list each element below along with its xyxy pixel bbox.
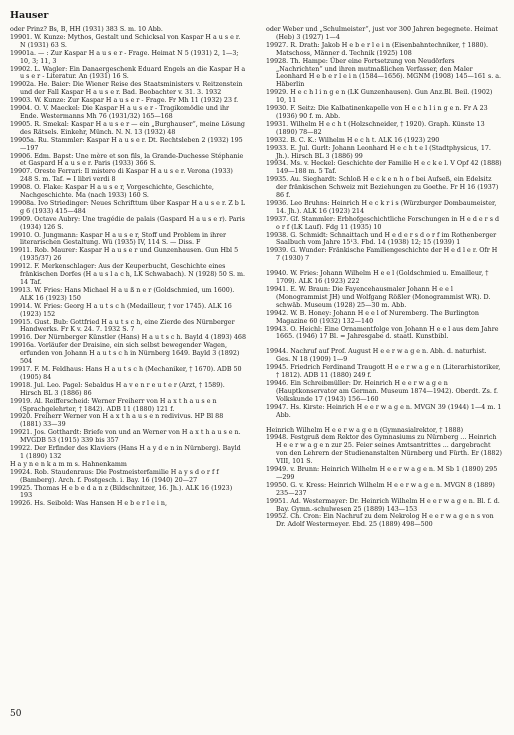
bibliography-entry: 19916a. Vorläufer der Draisine, ein sich selbst bewegender Wagen, erfunden von Johann H a u t s c h in Nürnberg 1649. Bayld 3 (1892) 504 (10, 342, 240, 366)
bibliography-entry: 19950. G. v. Kress: Heinrich Wilhelm H e e r w a g e n. MVGN 8 (1889) 235—237 (266, 481, 495, 497)
bibliography-entry: 19916. Der Nürnberger Künstler (Hans) H a u t s c h. Bayld 4 (1893) 468 (10, 334, 246, 342)
bibliography-entry: H a y n e n k a m m s. Hahnenkamm (10, 460, 127, 468)
bibliography-entry: 19910. O. Jungmann: Kaspar H a u s e r, Stoff und Problem in ihrer literarischen Gestaltung. Wü (1935) IV, 114 S. — Diss. F (10, 231, 227, 247)
bibliography-entry: 19941. E. W. Braun: Die Fayencehausmaler Johann H e e l (Monogrammist JH) und Wolfgang Rößler (Monogrammist WR). D. schwäb. Museum (1928) 25—30 m. Abb. (266, 286, 491, 309)
bibliography-entry: 19925. Thomas H e b e d a n z (Bildschnitzer, 16. Jh.). ALK 16 (1923) 193 (10, 484, 233, 500)
bibliography-entry: oder Weber und „Schulmeister“, just vor 300 Jahren begegnete. Heimat (Heb) 3 (1927) 1—4 (266, 26, 498, 41)
bibliography-entry: 19912. F. Merkenschlager: Aus der Keuperbucht, Geschichte eines fränkischen Dorfes (H a u s l a c h, LK Schwabach). N (1928) 50 S. m. 14 Taf. (10, 263, 246, 286)
bibliography-entry: 19936. Leo Bruhns: Heinrich H e c k r i s (Würzburger Dombaumeister, 14. Jh.). ALK 16 (1923) 214 (266, 199, 497, 215)
bibliography-entry: 19928. Th. Hampe: Über eine Fortsetzung von Neudörfers „Nachrichten“ und ihren mutmaßlichen Verfasser, den Maler Leonhard H e b e r l e i n (1584—1656). MGNM (1908) 145—161 s. a. Häberlin (266, 57, 502, 89)
bibliography-entry: 19927. R. Drath: Jakob H e b e r l e i n (Eisenbahntechniker, † 1880). Matschoss, Männer d. Technik (1925) 108 (266, 41, 489, 57)
bibliography-entry: 19901. W. Kunze: Mythos, Gestalt und Schicksal von Kaspar H a u s e r. N (1931) 63 S. (10, 33, 241, 49)
bibliography-entry: 19931. Wilhelm H e c h t (Holzschneider, † 1920). Graph. Künste 13 (1890) 78—82 (266, 120, 485, 136)
bibliography-entry: 19926. Hs. Seibold: Was Hansen H e b e r l e i n, (10, 500, 168, 508)
bibliography-entry: 19918. Jul. Leo. Pagel: Sebaldus H a v e n r e u t e r (Arzt, † 1589). Hirsch BL 3 (1886) 86 (10, 381, 225, 397)
bibliography-entry: 19947. Hs. Kirste: Heinrich H e e r w a g e n. MVGN 39 (1944) 1—4 m. 1 Abb. (266, 403, 502, 419)
bibliography-entry: 19949. v. Brunn: Heinrich Wilhelm H e e r w a g e n. M Sb 1 (1890) 295—299 (266, 466, 498, 481)
bibliography-entry: Heinrich Wilhelm H e e r w a g e n (Gymnasialrektor, † 1888) (266, 426, 464, 434)
bibliography-entry: 19952. Ch. Cron: Ein Nachruf zu dem Nekrolog H e e r w a g e n s von Dr. Adolf Westermeyer. Ebd. 25 (1889) 498—500 (266, 513, 494, 529)
bibliography-entry: 19943. O. Heichl: Eine Ornamentfolge von Johann H e e l aus dem Jahre 1665. (1946) 17 Bl. = Jahresgabe d. staatl. Kunstbibl. (266, 325, 499, 341)
bibliography-entry: 19933. E. Jul. Gurlt: Johann Leonhard H e c h t e l (Stadtphysicus, 17. Jh.). Hirsch BL 3 (1886) 99 (266, 144, 491, 160)
bibliography-entry: 19919. Al. Reifferscheid: Werner Freiherr von H a x t h a u s e n (Sprachgelehrter, † 1842). ADB 11 (1880) 121 f. (10, 397, 217, 413)
bibliography-entry: 19917. F. M. Feldhaus: Hans H a u t s c h (Mechaniker, † 1670). ADB 50 (1905) 84 (10, 365, 242, 381)
left-column (10, 26, 246, 508)
bibliography-entry: 19913. W. Fries: Hans Michael H a u ß n e r (Goldschmied, um 1600). ALK 16 (1923) 150 (10, 286, 235, 302)
bibliography-entry: 19908. O. Flake: Kaspar H a u s e r, Vorgeschichte, Geschichte, Nachgeschichte. Ma (nach 1933) 160 S. (10, 184, 214, 200)
bibliography-entry: 19924. Rob. Staudenraus: Die Postmeisterfamilie H a y s d o r f f (Bamberg). Arch. f. Postgesch. i. Bay. 16 (1940) 20—27 (10, 468, 219, 484)
bibliography-entry: 19909. Octave Aubry: Une tragédie de palais (Gaspard H a u s e r). Paris (1934) 126 S. (10, 215, 245, 231)
bibliography-entry: 19938. G. Schmidt: Schnaittach und H e d e r s d o r f im Rothenberger Saalbuch vom Jahre 15¹3. Fbd. 14 (1938) 12; 15 (1939) 1 (266, 231, 497, 247)
bibliography-entry: oder Prinz? Bs, B, HH (1931) 383 S. m. 10 Abb. (10, 26, 163, 33)
right-column (266, 26, 502, 529)
running-header: Hauser (10, 10, 49, 21)
bibliography-entry: 19937. Gf. Stammler: Erbhofgeschichtliche Forschungen in H e d e r s d o r f (LK Lauf). Fdg 11 (1935) 10 (266, 215, 500, 231)
bibliography-entry: 19921. Jos. Gotthardt: Briefe von und an Werner von H a x t h a u s e n. MVGDB 53 (1915) 339 bis 357 (10, 429, 241, 445)
bibliography-entry: 19945. Friedrich Ferdinand Traugott H e e r w a g e n (Literarhistoriker, † 1812). ADB 11 (1880) 249 f. (266, 364, 501, 380)
bibliography-entry: 19934. Ms. v. Heckel: Geschichte der Familie H e c k e l. V Opf 42 (1888) 149—188 m. 5 Taf. (266, 160, 502, 176)
bibliography-entry: 19940. W. Fries: Johann Wilhelm H e e l (Goldschmied u. Emailleur, † 1709). ALK 16 (1923) 222 (266, 270, 489, 286)
bibliography-entry: 19935. Au. Sieghardt: Schloß H e c k e n h o f bei Aufseß, ein Edelsitz der fränkischen Schweiz mit Beziehungen zu Goethe. Fr H 16 (1937) 86 f. (266, 176, 499, 200)
bibliography-entry: 19906. Edm. Bapst: Une mère et son fils, la Grande-Duchesse Stéphanie et Gaspard H a u s e r. Paris (1933) 366 S. (10, 152, 244, 168)
bibliography-entry: 19948. Festgruß dem Rektor des Gymnasiums zu Nürnberg ... Heinrich H e e r w a g e n zur 25. Feier seines Amtsantrittes ... dargebracht von den Lehrern der Studienanstalten Nürnberg und Fürth. Er (1882) VIII, 101 S. (266, 434, 502, 466)
bibliography-entry: 19911. Rob. Maurer: Kaspar H a u s e r und Gunzenhausen. Gun Hbl 5 (1935/37) 26 (10, 247, 239, 263)
bibliography-entry: 19939. G. Wunder: Fränkische Familiengeschichte der H e d l e r. Ofr H 7 (1930) 7 (266, 247, 498, 263)
bibliography-entry: 19905a. Ru. Stammler: Kaspar H a u s e r. Dt. Rechtsleben 2 (1932) 195—197 (10, 136, 243, 152)
bibliography-entry: 19902a. He. Baier: Die Wiener Reise des Staatsministers v. Reitzenstein und der Fall Kaspar H a u s e r. Bad. Beobachter v. 31. 3. 1932 (10, 81, 243, 97)
bibliography-entry: 19905. R. Smekal: Kaspar H a u s e r — ein „Burghauser“, meine Lösung des Rätsels. Einkehr, Münch. N. N. 13 (1932) 48 (10, 120, 245, 136)
bibliography-entry: 19946. Ein Schreibmüller: Dr. Heinrich H e e r w a g e n (Hauptkonservator am German. Museum 1874—1942). Oberdt. Zs. f. Volkskunde 17 (1943) 156—160 (266, 379, 499, 403)
bibliography-entry: 19908a. Ivo Striedinger: Neues Schrifttum über Kaspar H a u s e r. Z b L g 6 (1933) 415—484 (10, 199, 246, 215)
bibliography-entry: 19942. W. B. Honey: Johann H e e l of Nuremberg. The Burlington Magazine 60 (1932) 132—140 (266, 309, 479, 325)
bibliography-entry: 19903. W. Kunze: Zur Kaspar H a u s e r - Frage. Fr Mh 11 (1932) 23 f. (10, 97, 239, 105)
bibliography-entry: 19907. Oreste Ferrari: Il mistero di Kaspar H a u s e r. Verona (1933) 248 S. m. Taf. = I libri verdi 8 (10, 168, 233, 184)
bibliography-entry: 19922. Der Erfinder des Klaviers (Hans H a y d e n in Nürnberg). Bayld 1 (1890) 132 (10, 445, 241, 460)
bibliography-entry: 19902. L. Wagler: Ein Danaergeschenk Eduard Engels an die Kaspar H a u s e r - Literatur. An (1931) 16 S. (10, 65, 246, 81)
bibliography-entry: 19929. H e c h l i n g e n (LK Gunzenhausen). Gun Anz.Bl. Beil. (1902) 10, 11 (266, 89, 493, 105)
bibliography-entry: 19904. O. V. Maeckel: Die Kaspar H a u s e r - Tragikomödie und ihr Ende. Westermanns Mh 76 (1931/32) 165—168 (10, 105, 230, 120)
bibliography-entry: 19915. Gust. Bub: Gottfried H a u t s c h, eine Zierde des Nürnberger Handwerks. Fr K v. 24. 7. 1932 S. 7 (10, 318, 235, 334)
page-number: 50 (10, 709, 22, 719)
bibliography-entry: 19944. Nachruf auf Prof. August H e e r w a g e n. Abh. d. naturhist. Ges. N 18 (1909) 1—9 (266, 348, 487, 364)
bibliography-entry: 19920. Freiherr Werner von H a x t h a u s e n redivivus. HP Bl 88 (1881) 33—39 (10, 413, 224, 429)
bibliography-entry: 19930. F. Seitz: Die Kalbatinenkapelle von H e c h l i n g e n. Fr A 23 (1936) 90 f. m. Abb. (266, 105, 488, 120)
bibliography-entry: 19901a. — : Zur Kaspar H a u s e r - Frage. Heimat N 5 (1931) 2, 1—3; 10, 3; 11, 3 (10, 49, 239, 65)
bibliography-entry: 19914. W. Fries: Georg H a u t s c h (Medailleur, † vor 1745). ALK 16 (1923) 152 (10, 302, 232, 318)
bibliography-entry: 19932. B. C. K.: Wilhelm H e c h t. ALK 16 (1923) 290 (266, 136, 440, 144)
bibliography-entry: 19951. Ad. Westermayer: Dr. Heinrich Wilhelm H e e r w a g e n. Bl. f. d. Bay. Gymn.-schulwesen 25 (1889) 143—153 (266, 497, 500, 513)
